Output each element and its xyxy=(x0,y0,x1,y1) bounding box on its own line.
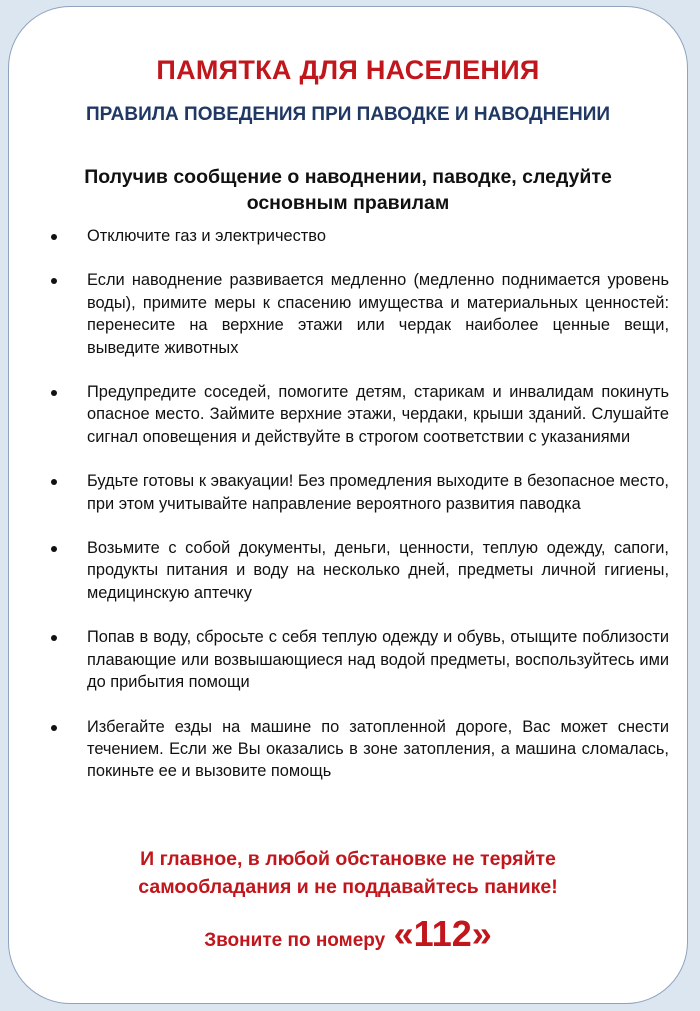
bullet-icon xyxy=(51,546,57,552)
rule-text: Попав в воду, сбросьте с себя теплую одежду и обувь, отыщите поблизости плавающие или возвышающиеся над водой предметы, воспользуйтесь ими до прибытия помощи xyxy=(87,628,669,692)
rule-text: Будьте готовы к эвакуации! Без промедления выходите в безопасное место, при этом учитывайте направление вероятного развития паводка xyxy=(87,472,669,513)
emergency-call xyxy=(9,913,687,955)
rules-list xyxy=(39,225,669,805)
rule-text: Если наводнение развивается медленно (медленно поднимается уровень воды), примите меры к спасению имущества и материальных ценностей: перенесите на верхние этажи или чердак наиболее ценные вещи, выведите животных xyxy=(87,271,669,357)
bullet-icon xyxy=(51,635,57,641)
memo-card xyxy=(8,6,688,1004)
bullet-icon xyxy=(51,234,57,240)
page-title: ПАМЯТКА ДЛЯ НАСЕЛЕНИЯ xyxy=(156,55,540,85)
list-item xyxy=(39,626,669,693)
emergency-number: «112» xyxy=(393,913,492,954)
list-item xyxy=(39,470,669,515)
bullet-icon xyxy=(51,479,57,485)
list-item xyxy=(39,537,669,604)
rule-text: Предупредите соседей, помогите детям, старикам и инвалидам покинуть опасное место. Займите верхние этажи, чердаки, крыши зданий. Слушайте сигнал оповещения и действуйте в строгом соответствии с указаниями xyxy=(87,383,669,446)
bullet-icon xyxy=(51,725,57,731)
rule-text: Отключите газ и электричество xyxy=(87,227,326,245)
list-item xyxy=(39,269,669,359)
closing-line-2: самообладания и не поддавайтесь панике! xyxy=(138,876,558,898)
page-subtitle: ПРАВИЛА ПОВЕДЕНИЯ ПРИ ПАВОДКЕ И НАВОДНЕНИИ xyxy=(85,104,611,125)
list-item xyxy=(39,225,669,247)
list-item xyxy=(39,716,669,783)
rule-text: Избегайте езды на машине по затопленной дороге, Вас может снести течением. Если же Вы оказались в зоне затопления, а машина сломалась, покиньте ее и вызовите помощь xyxy=(87,717,669,781)
bullet-icon xyxy=(51,390,57,396)
bullet-icon xyxy=(51,278,57,284)
list-item xyxy=(39,381,669,448)
call-label: Звоните по номеру xyxy=(204,930,386,951)
intro-heading: Получив сообщение о наводнении, паводке, следуйте основным правилам xyxy=(84,166,612,214)
rule-text: Возьмите с собой документы, деньги, ценности, теплую одежду, сапоги, продукты питания и воду на несколько дней, предметы личной гигиены, медицинскую аптечку xyxy=(87,539,669,602)
closing-line-1: И главное, в любой обстановке не теряйте xyxy=(140,848,556,870)
closing-note xyxy=(9,845,687,901)
